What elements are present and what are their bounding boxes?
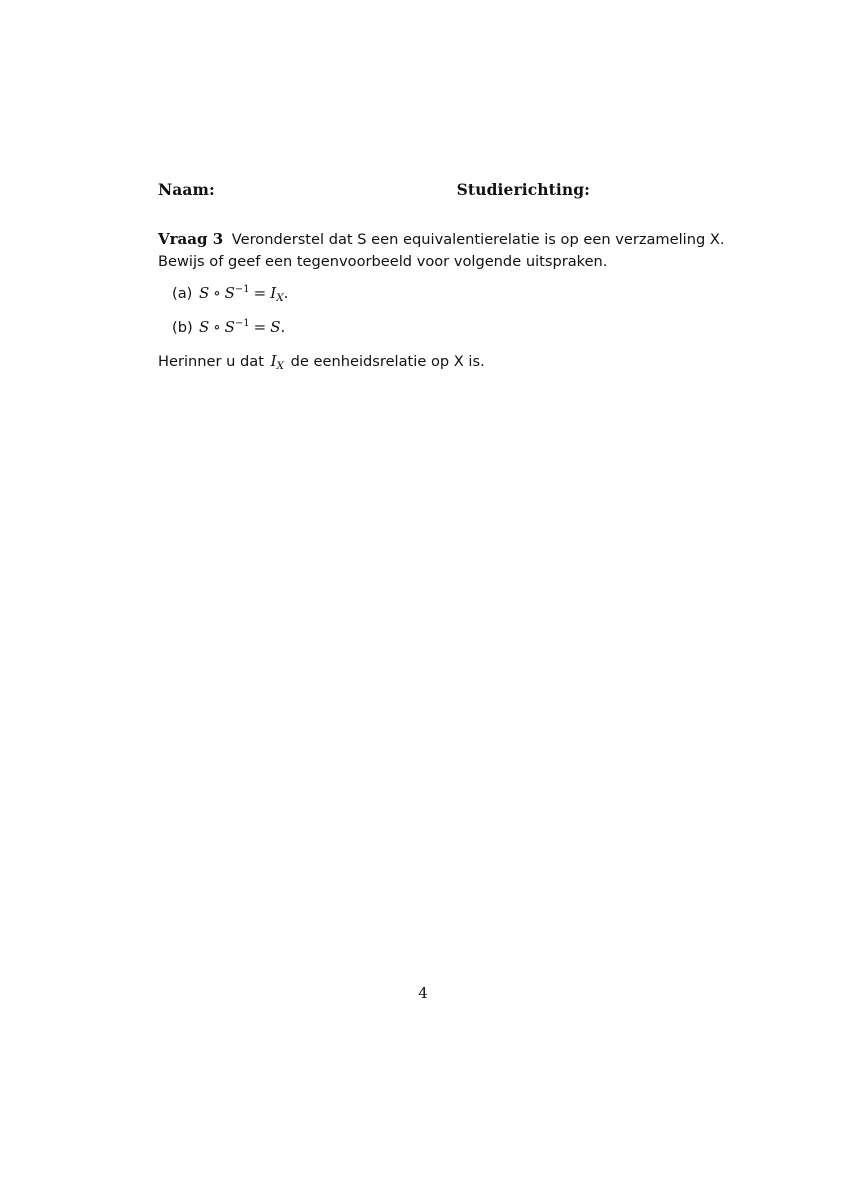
item-a-label: (a) bbox=[172, 285, 193, 302]
item-b bbox=[172, 318, 285, 336]
item-a-formula: S ∘ $S^{-1} = I_X$. bbox=[199, 284, 289, 304]
item-b-formula: S ∘ $S^{-1} = S$. bbox=[199, 318, 286, 336]
question-text bbox=[158, 228, 728, 273]
page-number: 4 bbox=[418, 984, 428, 1002]
study-direction-label: Studierichting: bbox=[456, 180, 590, 199]
item-a bbox=[172, 284, 288, 304]
question-line-2: Bewijs of geef een tegenvoorbeeld voor volgende uitspraken. bbox=[158, 253, 608, 270]
item-b-label: (b) bbox=[172, 319, 193, 336]
question-line-1 bbox=[158, 228, 728, 251]
identity-symbol: $I_X$ bbox=[270, 352, 285, 372]
name-label: Naam: bbox=[158, 180, 215, 199]
header-fields bbox=[158, 180, 590, 204]
question-title: Vraag 3 bbox=[158, 230, 224, 248]
reminder-text bbox=[158, 352, 485, 372]
reminder-after: de eenheidsrelatie op X is. bbox=[290, 353, 485, 370]
reminder-before: Herinner u dat bbox=[158, 353, 264, 370]
question-statement: Veronderstel dat S een equivalentierelatie is op een verzameling X. bbox=[231, 231, 725, 248]
